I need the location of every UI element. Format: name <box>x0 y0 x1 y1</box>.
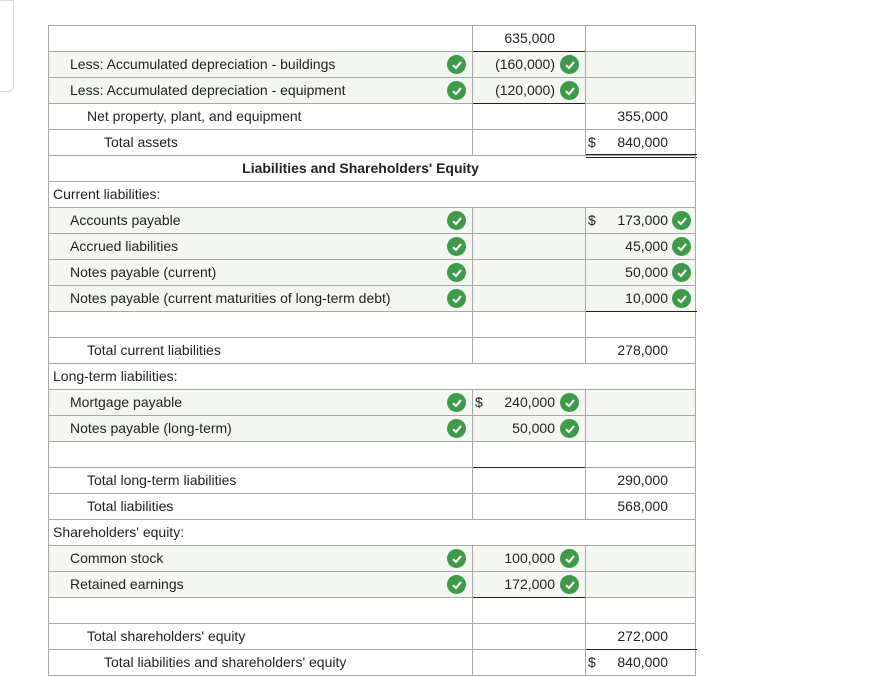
acc-dep-buildings-amount: (160,000) <box>495 56 555 72</box>
check-icon <box>447 393 466 412</box>
row-total-liabilities <box>48 494 696 520</box>
row-notes-payable-current <box>48 260 696 286</box>
row-equity-label <box>48 520 696 546</box>
retained-earnings-label: Retained earnings <box>70 576 184 592</box>
currency-symbol: $ <box>475 394 483 410</box>
notes-payable-maturities-label: Notes payable (current maturities of long-term debt) <box>70 290 391 306</box>
accrued-liabilities-amount: 45,000 <box>625 238 668 254</box>
row-notes-payable-long-term <box>48 416 696 442</box>
common-stock-amount: 100,000 <box>504 550 555 566</box>
notes-payable-long-term-amount: 50,000 <box>512 420 555 436</box>
row-accounts-payable <box>48 208 696 234</box>
row-mortgage-payable <box>48 390 696 416</box>
row-buildings-gross <box>48 25 696 52</box>
shareholders-equity-label: Shareholders' equity: <box>53 524 185 540</box>
total-long-term-label: Total long-term liabilities <box>87 472 237 488</box>
total-liabilities-equity-amount: 840,000 <box>617 654 668 670</box>
notes-payable-maturities-amount: 10,000 <box>625 290 668 306</box>
mortgage-payable-label: Mortgage payable <box>70 394 183 410</box>
row-total-liabilities-equity <box>48 650 696 676</box>
check-icon <box>560 575 579 594</box>
notes-payable-current-amount: 50,000 <box>625 264 668 280</box>
check-icon <box>672 211 691 230</box>
total-equity-amount: 272,000 <box>617 628 668 644</box>
check-icon <box>672 237 691 256</box>
check-icon <box>447 211 466 230</box>
row-blank <box>48 598 696 624</box>
currency-symbol: $ <box>588 212 596 228</box>
check-icon <box>560 549 579 568</box>
row-blank <box>48 442 696 468</box>
check-icon <box>447 419 466 438</box>
total-current-liabilities-amount: 278,000 <box>617 342 668 358</box>
current-liabilities-label: Current liabilities: <box>53 186 161 202</box>
row-accrued-liabilities <box>48 234 696 260</box>
acc-dep-equipment-label: Less: Accumulated depreciation - equipment <box>70 82 346 98</box>
row-blank <box>48 312 696 338</box>
total-assets-amount: 840,000 <box>617 134 668 150</box>
notes-payable-long-term-label: Notes payable (long-term) <box>70 420 232 436</box>
row-long-term-label <box>48 364 696 390</box>
row-net-ppe <box>48 104 696 130</box>
accounts-payable-amount: 173,000 <box>617 212 668 228</box>
accounts-payable-label: Accounts payable <box>70 212 181 228</box>
row-common-stock <box>48 546 696 572</box>
total-long-term-amount: 290,000 <box>617 472 668 488</box>
total-liabilities-equity-label: Total liabilities and shareholders' equity <box>104 654 347 670</box>
row-retained-earnings <box>48 572 696 598</box>
check-icon <box>560 419 579 438</box>
long-term-liabilities-label: Long-term liabilities: <box>53 368 178 384</box>
check-icon <box>672 263 691 282</box>
section-heading: Liabilities and Shareholders' Equity <box>242 160 479 176</box>
net-ppe-label: Net property, plant, and equipment <box>87 108 302 124</box>
row-current-liabilities-label <box>48 182 696 208</box>
check-icon <box>447 237 466 256</box>
check-icon <box>447 55 466 74</box>
row-liabilities-heading <box>48 156 696 182</box>
check-icon <box>447 289 466 308</box>
check-icon <box>560 393 579 412</box>
check-icon <box>447 81 466 100</box>
total-assets-label: Total assets <box>104 134 178 150</box>
common-stock-label: Common stock <box>70 550 164 566</box>
net-ppe-amount: 355,000 <box>617 108 668 124</box>
subtotal-underline <box>473 597 585 598</box>
check-icon <box>672 289 691 308</box>
balance-sheet-table <box>48 25 696 676</box>
total-liabilities-amount: 568,000 <box>617 498 668 514</box>
row-total-equity <box>48 624 696 650</box>
acc-dep-equipment-amount: (120,000) <box>495 82 555 98</box>
notes-payable-current-label: Notes payable (current) <box>70 264 217 280</box>
row-acc-dep-buildings <box>48 52 696 78</box>
mortgage-payable-amount: 240,000 <box>504 394 555 410</box>
left-panel-edge <box>0 0 14 92</box>
check-icon <box>447 263 466 282</box>
total-equity-label: Total shareholders' equity <box>87 628 246 644</box>
row-acc-dep-equipment <box>48 78 696 104</box>
row-notes-payable-maturities <box>48 286 696 312</box>
check-icon <box>447 549 466 568</box>
retained-earnings-amount: 172,000 <box>504 576 555 592</box>
subtotal-underline <box>586 311 697 312</box>
acc-dep-buildings-label: Less: Accumulated depreciation - buildings <box>70 56 336 72</box>
check-icon <box>560 81 579 100</box>
accrued-liabilities-label: Accrued liabilities <box>70 238 179 254</box>
row-total-current-liabilities <box>48 338 696 364</box>
row-total-long-term <box>48 468 696 494</box>
buildings-gross-amount: 635,000 <box>504 30 555 46</box>
total-liabilities-label: Total liabilities <box>87 498 174 514</box>
check-icon <box>560 55 579 74</box>
currency-symbol: $ <box>588 134 596 150</box>
total-current-liabilities-label: Total current liabilities <box>87 342 221 358</box>
check-icon <box>447 575 466 594</box>
currency-symbol: $ <box>588 654 596 670</box>
row-total-assets <box>48 130 696 156</box>
